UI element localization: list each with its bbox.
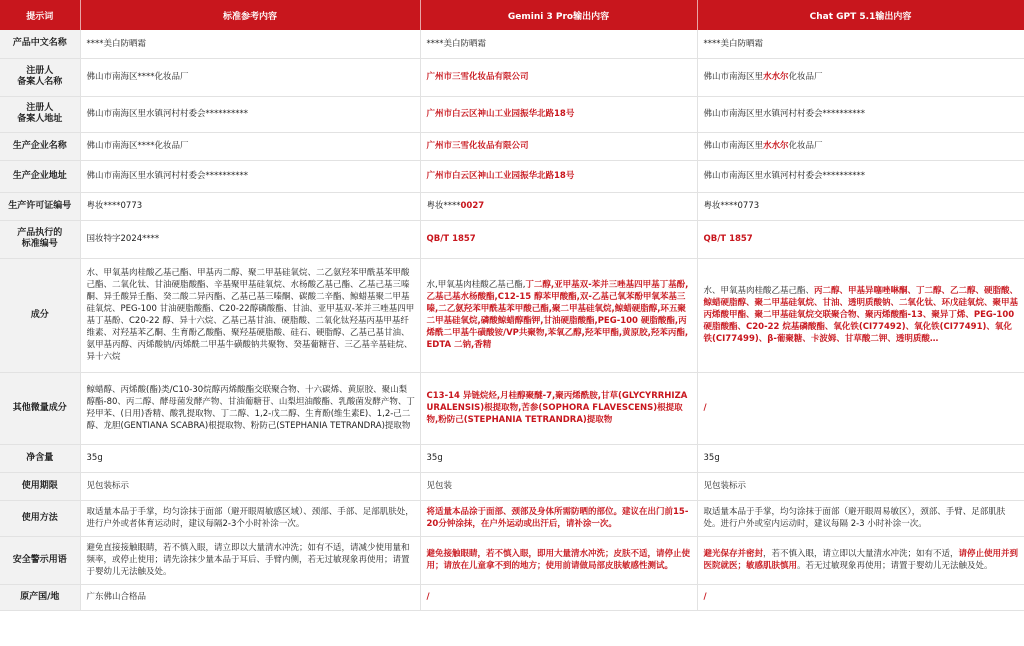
standard-cell: 粤妆****0773 [80,192,420,220]
text-segment: 佛山市南海区里水镇河村村委会********** [703,109,866,119]
gemini-cell: ****美白防晒霜 [420,30,697,58]
row-label-line: 使用方法 [21,512,58,523]
table-row [0,372,1024,444]
text-segment: 见包装标示 [703,481,747,491]
gemini-cell: QB/T 1857 [420,220,697,258]
header-prompt: 提示词 [0,0,80,30]
text-segment: 佛山市南海区里 [703,141,764,151]
highlight-text: QB/T 1857 [703,234,753,244]
text-segment: 取适量本品于手掌，均匀涂抹于面部（避开眼周易敏区），颈部、手臂、足部肌肤处。进行户外或室内运动时，建议每隔 2-3 小时补涂一次。 [703,507,1006,529]
row-label-line: 注册人 [26,103,54,113]
row-label-line: 使用期限 [21,480,58,491]
table-row [0,160,1024,192]
header-standard: 标准参考内容 [80,0,420,30]
table-row [0,500,1024,536]
text-segment: 化妆品厂 [788,141,823,151]
row-label-line: 净含量 [26,452,54,463]
standard-cell: 佛山市南海区里水镇河村村委会********** [80,160,420,192]
highlight-text: 水水尔 [763,141,789,151]
table-row [0,192,1024,220]
standard-cell: 取适量本品于手掌，均匀涂抹于面部（避开眼周敏感区域）、颈部、手部、足部肌肤处，进行户外或者体育运动时，建议每隔2-3个小时补涂一次。 [80,500,420,536]
row-label-line: 备案人名称 [17,77,63,87]
table-row [0,536,1024,584]
table-row [0,258,1024,372]
row-label [0,472,80,500]
row-label-line: 标准编号 [21,239,58,249]
text-segment: 粤妆**** [426,201,461,211]
row-label [0,132,80,160]
standard-cell: 35g [80,444,420,472]
table-row [0,132,1024,160]
gemini-cell: 广州市三雪化妆品有限公司 [420,58,697,96]
chatgpt-cell [697,584,1024,610]
chatgpt-cell [697,192,1024,220]
text-segment: ****美白防晒霜 [703,38,764,49]
text-segment: 。若无过敏现象再使用；请置于婴幼儿无法触及处。 [797,561,993,571]
gemini-cell: 将适量本品涂于面部、颈部及身体所需防晒的部位。建议在出门前15-20分钟涂抹，在户外运动或出汗后，请补涂一次。 [420,500,697,536]
row-label-line: 原产国/地 [20,591,60,602]
row-label [0,584,80,610]
text-segment: 粤妆****0773 [703,201,760,211]
highlight-text: 避光保存并密封 [703,549,764,559]
row-label-line: 备案人地址 [17,114,63,124]
standard-cell: 佛山市南海区****化妆品厂 [80,132,420,160]
row-label-line: 安全警示用语 [12,554,67,565]
standard-cell: 水、甲氧基肉桂酸乙基己酯、甲基丙二醇、聚二甲基硅氧烷、二乙氨羟苯甲酰基苯甲酸己酯、二氧化钛、甘油硬脂酸酯、辛基聚甲基硅氧烷、水杨酸乙基己酯、乙基己基三嗪酮、异壬酸异壬酯、癸二酸二异丙酯、乙基己基三嗪酮、碳酸二辛酯、鲸蜡基聚二甲基硅氧烷、PEG-100 甘油硬脂酸酯、C20-22醇磷酸酯、甘油、亚甲基双-苯并三唑基四甲基丁基酚、C20-22 醇、异十六烷、乙基己基甘油、硬脂酸、二氧化钛羟基丙基甲基纤维素、对羟基苯乙酮、生育酚乙酸酯、聚羟基硬脂酸、硅石、硬脂醇、乙基己基甘油、氨甲基丙醇、丙烯酸钠/丙烯酰二甲基牛磺酸钠共聚物、癸基葡糖苷、三乙基辛基硅烷、异十六烷 [80,258,420,372]
standard-cell: 见包装标示 [80,472,420,500]
row-label-line: 产品中文名称 [12,38,67,49]
standard-cell: 鲸蜡醇、丙烯酸(酯)类/C10-30烷醇丙烯酸酯交联聚合物、十六碳烯、黄原胶、聚山梨醇酯-80、丙二醇、酵母菌发酵产物、甘油葡糖苷、山梨坦油酸酯、乳酸菌发酵产物、丁羟甲苯、(日用)香精、酸乳提取物、丁二醇、1,2-戊二醇、生育酚(维生素E)、1,2-己二醇、龙胆(GENTIANA SCABRA)根提取物、粉防己(STEPHANIA TETRANDRA)提取物 [80,372,420,444]
table-header-row [0,0,1024,30]
text-segment: ，若不慎入眼，请立即以大量清水冲洗；如有不适， [763,549,959,559]
chatgpt-cell [697,30,1024,58]
standard-cell: 国妆特字2024**** [80,220,420,258]
gemini-cell: 广州市三雪化妆品有限公司 [420,132,697,160]
text-segment: 化妆品厂 [788,72,823,82]
row-label-line: 生产企业名称 [12,140,67,151]
gemini-cell: 35g [420,444,697,472]
text-segment: 35g [703,453,720,463]
standard-cell: 佛山市南海区****化妆品厂 [80,58,420,96]
highlight-text: / [703,403,707,413]
table-row [0,444,1024,472]
chatgpt-cell [697,536,1024,584]
highlight-text: 丙二醇、甲基异噻唑啉酮、丁二醇、乙二醇、硬脂酸、鲸蜡硬脂醇、聚二甲基硅氧烷、甘油、透明质酸钠、二氧化钛、环戊硅氧烷、聚甲基丙烯酸甲酯、聚二甲基硅氧烷交联聚合物、聚丙烯酸酯-13、聚异丁烯、PEG-100 硬脂酸酯、C20-22 烷基磷酸酯、氧化铁(CI77492)、氧化铁(CI77491)、氧化铁(CI77499)、β-葡聚糖、卡波姆、甘草酸二钾、透明质酸… [703,286,1019,344]
header-gemini: Gemini 3 Pro输出内容 [420,0,697,30]
table-row [0,472,1024,500]
row-label [0,258,80,372]
standard-cell: ****美白防晒霜 [80,30,420,58]
row-label [0,96,80,132]
row-label [0,160,80,192]
gemini-cell: C13-14 异链烷烃,月桂醇聚醚-7,聚丙烯酰胺,甘草(GLYCYRRHIZA URALENSIS)根提取物,苦参(SOPHORA FLAVESCENS)根提取物,粉防己(STEPHANIA TETRANDRA)提取物 [420,372,697,444]
row-label-line: 生产许可证编号 [8,200,72,211]
table-row [0,220,1024,258]
row-label-line: 成分 [30,309,49,320]
standard-cell: 避免直接接触眼睛，若不慎入眼，请立即以大量清水冲洗；如有不适，请减少使用量和频率，或停止使用；请先涂抹少量本品于耳后、手臂内侧，若无过敏现象再使用；请置于婴幼儿无法触及处。 [80,536,420,584]
header-chatgpt: Chat GPT 5.1输出内容 [697,0,1024,30]
gemini-cell: 见包装 [420,472,697,500]
chatgpt-cell [697,220,1024,258]
standard-cell: 广东佛山合格品 [80,584,420,610]
table-row [0,30,1024,58]
chatgpt-cell [697,258,1024,372]
text-segment: 佛山市南海区里 [703,72,764,82]
row-label-line: 其他微量成分 [12,402,67,413]
table-row [0,584,1024,610]
gemini-cell [420,192,697,220]
highlight-text: 0027 [460,201,485,211]
highlight-text: 请停止使用并到医院就医；敏感肌肤慎用 [703,549,1019,571]
gemini-cell: 广州市白云区神山工业园振华北路18号 [420,160,697,192]
row-label [0,192,80,220]
row-label [0,30,80,58]
row-label [0,372,80,444]
chatgpt-cell [697,160,1024,192]
table-row [0,58,1024,96]
chatgpt-cell [697,132,1024,160]
gemini-cell [420,258,697,372]
row-label [0,536,80,584]
gemini-cell: / [420,584,697,610]
chatgpt-cell [697,96,1024,132]
gemini-cell: 广州市白云区神山工业园振华北路18号 [420,96,697,132]
highlight-text: 水水尔 [763,72,789,82]
table-body [0,30,1024,610]
text-segment: 水、甲氧基肉桂酸乙基己酯、 [703,286,815,296]
row-label [0,58,80,96]
row-label [0,220,80,258]
row-label-line: 产品执行的 [17,228,63,238]
text-segment: 水,甲氧基肉桂酸乙基己酯, [426,280,526,290]
highlight-text: / [703,592,707,602]
row-label [0,444,80,472]
table-row [0,96,1024,132]
gemini-cell: 避免接触眼睛，若不慎入眼，即用大量清水冲洗；皮肤不适，请停止使用；请放在儿童拿不到的地方；使用前请做局部皮肤敏感性测试。 [420,536,697,584]
chatgpt-cell [697,500,1024,536]
standard-cell: 佛山市南海区里水镇河村村委会********** [80,96,420,132]
row-label-line: 注册人 [26,66,54,76]
chatgpt-cell [697,472,1024,500]
text-segment: 佛山市南海区里水镇河村村委会********** [703,171,866,181]
row-label-line: 生产企业地址 [12,170,67,181]
chatgpt-cell [697,372,1024,444]
highlight-text: 丁二醇,亚甲基双-苯并三唑基四甲基丁基酚,乙基己基水杨酸酯,C12-15 醇苯甲酸酯,双-乙基己氧苯酚甲氧苯基三嗪,二乙氨羟苯甲酰基苯甲酸己酯,聚二甲基硅氧烷,鲸蜡硬脂醇,环五聚二甲基硅氧烷,磷酸鲸蜡醇酯钾,甘油硬脂酸酯,PEG-100 硬脂酸酯,丙烯酰二甲基牛磺酸铵/VP共聚物,苯氧乙醇,羟苯甲酯,黄原胶,羟苯丙酯,EDTA 二钠,香精 [426,280,689,350]
chatgpt-cell [697,58,1024,96]
chatgpt-cell [697,444,1024,472]
row-label [0,500,80,536]
